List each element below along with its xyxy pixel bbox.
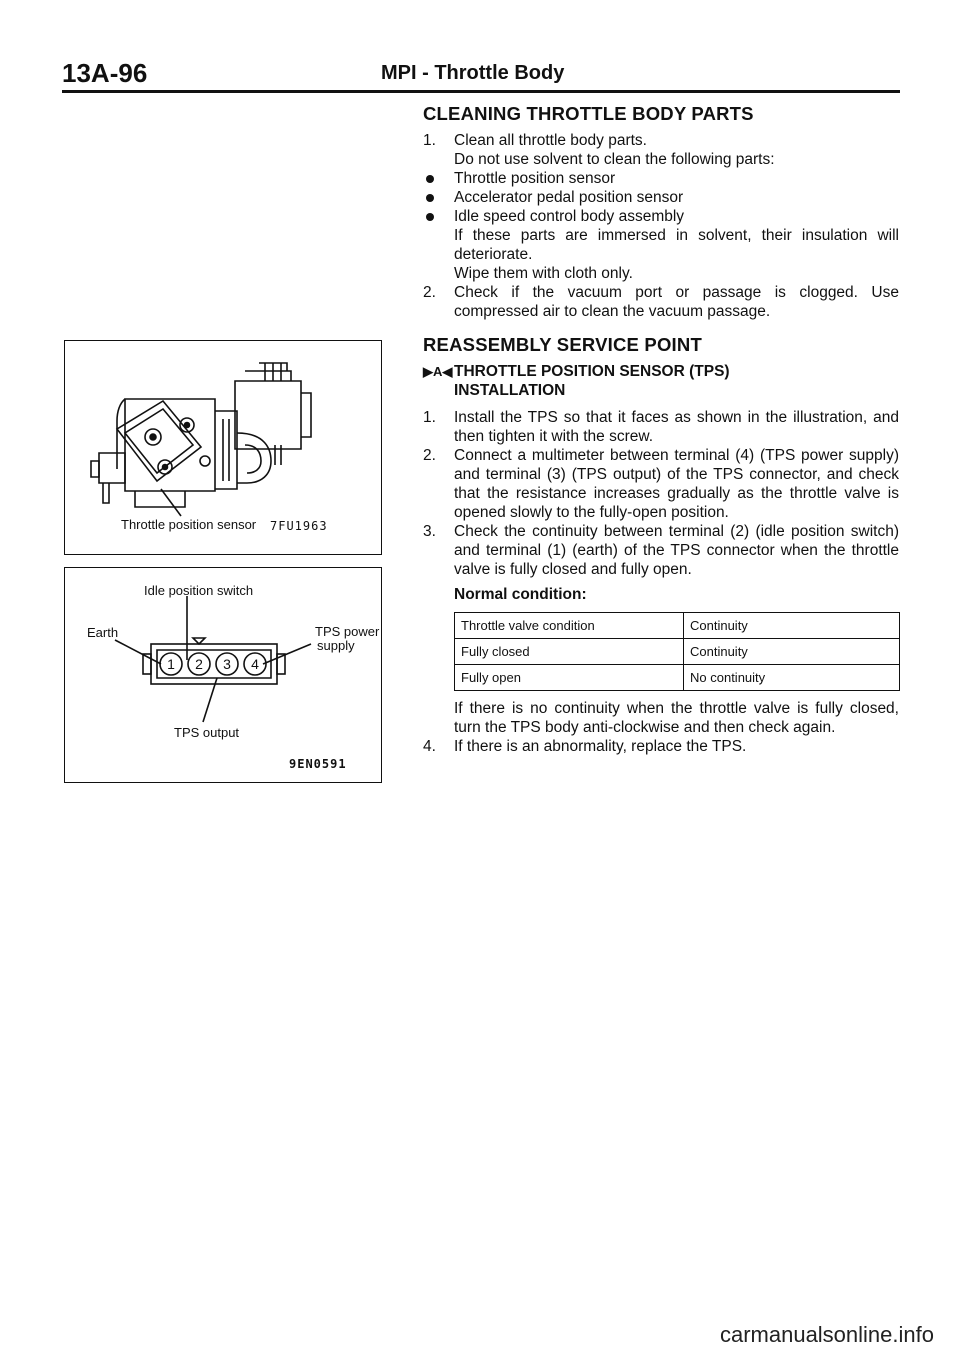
table-header-cell: Continuity: [684, 613, 900, 639]
step-text: If these parts are immersed in solvent, their insulation will deteriorate.: [454, 227, 899, 263]
reassembly-step-1: [423, 408, 899, 446]
reassembly-step-3: [423, 522, 899, 737]
connector-figure-code: 9EN0591: [289, 757, 347, 771]
step-text: Install the TPS so that it faces as shown in the illustration, and then tighten it with the screw.: [454, 409, 899, 445]
table-cell: Fully closed: [455, 639, 684, 665]
step-text: Connect a multimeter between terminal (4) (TPS power supply) and terminal (3) (TPS output) of the TPS connector, and check that the resistance increases gradually as the throttle valve is opened slowly to the fully-open position.: [454, 447, 899, 521]
tps-connector-figure: [64, 567, 382, 783]
step-number: 2.: [423, 284, 436, 301]
pin-2: 2: [195, 656, 203, 672]
tps-figure-label: Throttle position sensor: [121, 517, 257, 532]
reassembly-heading: REASSEMBLY SERVICE POINT: [423, 334, 702, 355]
step-text: Wipe them with cloth only.: [454, 265, 633, 282]
tps-output-label: TPS output: [174, 725, 240, 740]
reassembly-step-2: [423, 446, 899, 522]
cleaning-heading: CLEANING THROTTLE BODY PARTS: [423, 103, 754, 124]
continuity-table: [454, 612, 900, 691]
cleaning-step-1-note: [423, 226, 899, 283]
throttle-position-sensor-figure: [64, 340, 382, 555]
service-point-marker: ▶A◀: [423, 364, 453, 379]
table-row: [455, 639, 900, 665]
table-row: [455, 613, 900, 639]
step-text: Check if the vacuum port or passage is clogged. Use compressed air to clean the vacuum passage.: [454, 284, 899, 320]
page-header: [62, 52, 900, 93]
idle-position-switch-label: Idle position switch: [144, 583, 254, 598]
subheading-line-2: INSTALLATION: [454, 382, 566, 399]
bullet-icon: [426, 213, 434, 221]
list-item: Idle speed control body assembly: [423, 207, 899, 226]
table-cell: Fully open: [455, 665, 684, 691]
cleaning-step-2: [423, 283, 899, 321]
main-content: [423, 104, 899, 756]
step-number: 1.: [423, 132, 436, 149]
tps-installation-subheading: [423, 362, 899, 400]
pin-4: 4: [251, 656, 259, 672]
tps-supply-label: supply: [317, 638, 355, 653]
tps-connector-diagram: [65, 568, 381, 782]
bullet-icon: [426, 175, 434, 183]
watermark: carmanualsonline.info: [719, 1322, 934, 1347]
cleaning-step-1: [423, 131, 899, 169]
step-number: 3.: [423, 523, 436, 540]
bullet-icon: [426, 194, 434, 202]
step-text: Do not use solvent to clean the following parts:: [454, 151, 775, 168]
table-cell: No continuity: [684, 665, 900, 691]
list-item: Accelerator pedal position sensor: [423, 188, 899, 207]
step-number: 4.: [423, 738, 436, 755]
tps-power-label: TPS power: [315, 624, 380, 639]
list-item: Throttle position sensor: [423, 169, 899, 188]
step-text: Check the continuity between terminal (2) (idle position switch) and terminal (1) (earth) of the TPS connector when the throttle valve is fully closed and fully open.: [454, 523, 899, 578]
subheading-line-1: THROTTLE POSITION SENSOR (TPS): [454, 363, 730, 380]
cleaning-steps: [423, 131, 899, 169]
pin-1: 1: [167, 656, 175, 672]
table-header-cell: Throttle valve condition: [455, 613, 684, 639]
section-title: MPI - Throttle Body: [381, 62, 565, 84]
step-number: 2.: [423, 447, 436, 464]
step-number: 1.: [423, 409, 436, 426]
normal-condition-label: Normal condition:: [454, 586, 587, 603]
step-text: If there is no continuity when the throttle valve is fully closed, turn the TPS body anti-clockwise and then check again.: [454, 700, 899, 736]
table-row: [455, 665, 900, 691]
solvent-exclusion-list: [423, 169, 899, 226]
earth-label: Earth: [87, 625, 119, 640]
pin-3: 3: [223, 656, 231, 672]
step-text: Clean all throttle body parts.: [454, 132, 647, 149]
page-number: 13A-96: [62, 58, 148, 88]
table-cell: Continuity: [684, 639, 900, 665]
step-text: If there is an abnormality, replace the TPS.: [454, 738, 747, 755]
reassembly-step-4: [423, 737, 899, 756]
tps-figure-code: 7FU1963: [270, 519, 328, 533]
